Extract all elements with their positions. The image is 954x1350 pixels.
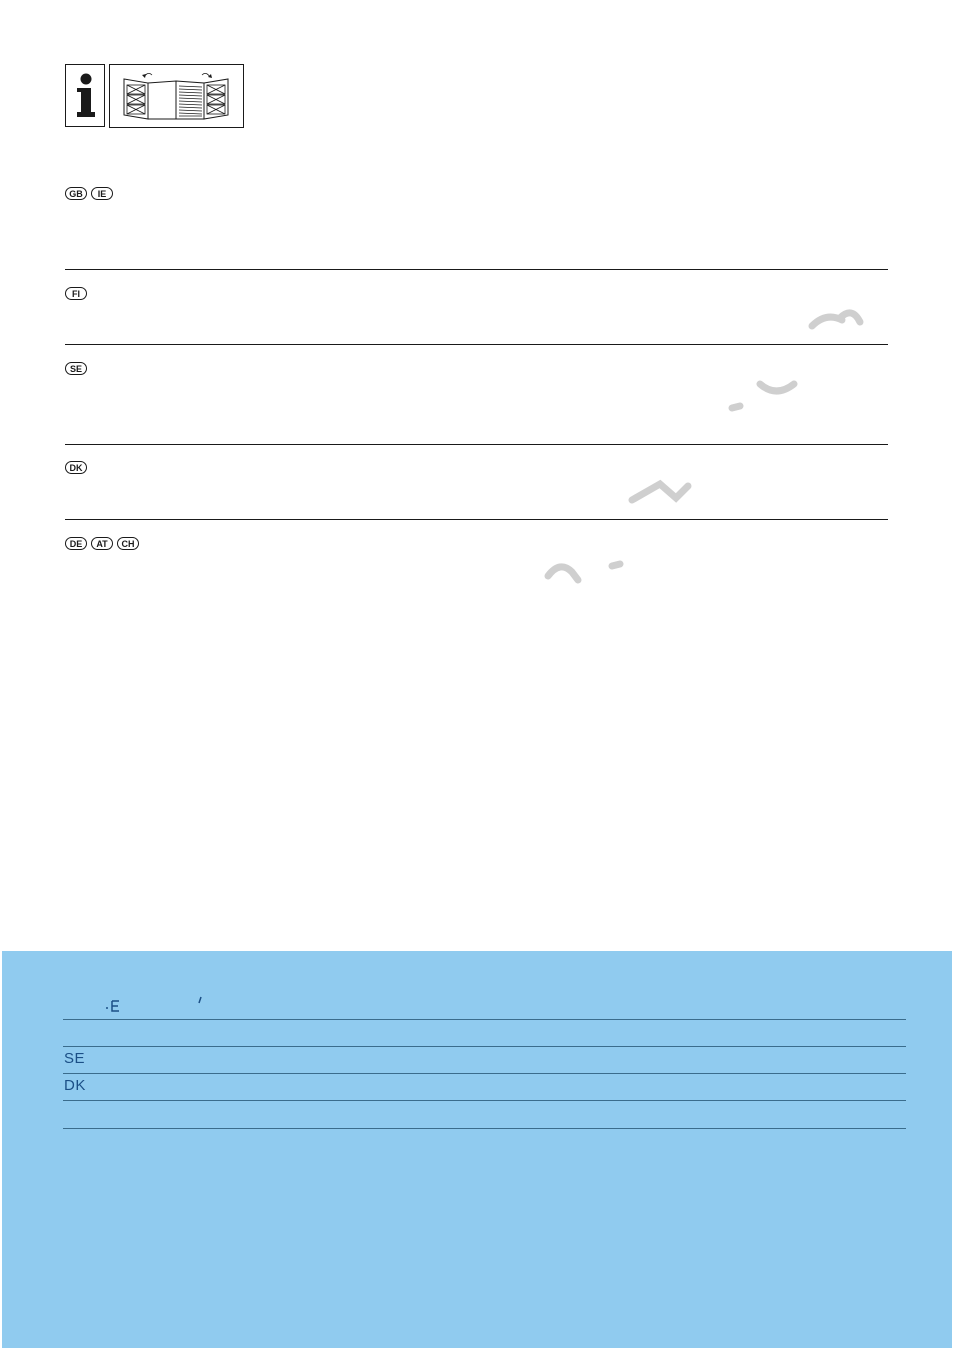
- blue-divider-rule: [63, 1100, 906, 1101]
- divider-rule: [65, 519, 888, 520]
- blue-divider-rule: [63, 1128, 906, 1129]
- country-badge-se: SE: [65, 362, 87, 375]
- blue-info-panel: [2, 951, 952, 1348]
- blue-panel-marks: [2, 989, 952, 1029]
- section-gb-ie-badges: [65, 187, 113, 200]
- country-badge-de: DE: [65, 537, 87, 550]
- info-i-glyph: [66, 65, 104, 126]
- section-de-at-ch-badges: [65, 537, 139, 550]
- blue-label-se: SE: [64, 1050, 86, 1067]
- blue-divider-rule: [63, 1073, 906, 1074]
- section-fi-badges: [65, 287, 87, 300]
- divider-rule: [65, 344, 888, 345]
- country-badge-ie: IE: [91, 187, 113, 200]
- info-icon: [65, 64, 105, 127]
- blue-divider-rule: [63, 1019, 906, 1020]
- section-se-badges: [65, 362, 87, 375]
- country-badge-fi: FI: [65, 287, 87, 300]
- foldout-illustration: [110, 65, 243, 127]
- country-badge-gb: GB: [65, 187, 87, 200]
- foldout-pages-icon: [109, 64, 244, 128]
- country-badge-at: AT: [91, 537, 113, 550]
- blue-label-dk: DK: [64, 1077, 86, 1094]
- divider-rule: [65, 269, 888, 270]
- country-badge-dk: DK: [65, 461, 87, 474]
- blue-divider-rule: [63, 1046, 906, 1047]
- divider-rule: [65, 444, 888, 445]
- country-badge-ch: CH: [117, 537, 139, 550]
- section-dk-badges: [65, 461, 87, 474]
